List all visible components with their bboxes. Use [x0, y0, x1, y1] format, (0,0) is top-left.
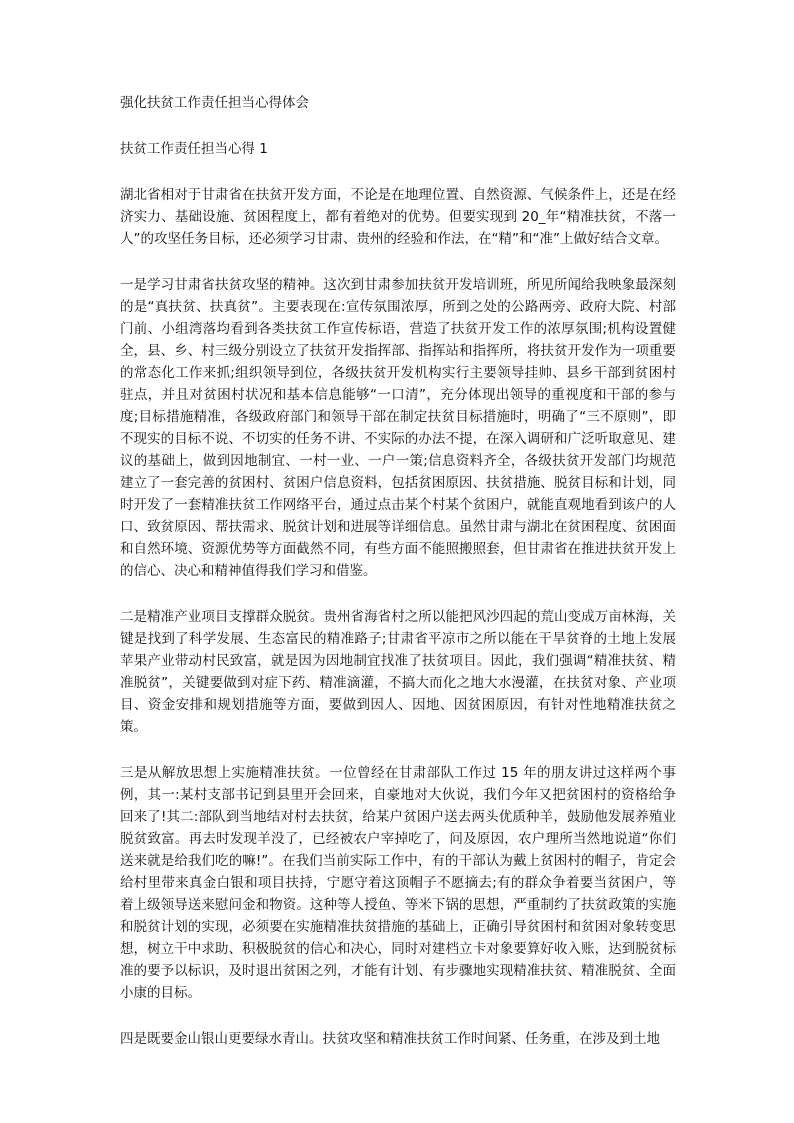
paragraph-intro: 湖北省相对于甘肃省在扶贫开发方面，不论是在地理位置、自然资源、气候条件上，还是在经济实力、基础设施、贫困程度上，都有着绝对的优势。但要实现到 20_年“精准扶贫，不落一人”的攻坚任务目标，还必须学习甘肃、贵州的经验和作法，在“精”和“准”上做好结合文章。	[120, 187, 676, 247]
document-title: 强化扶贫工作责任担当心得体会	[120, 95, 309, 111]
paragraph-point-one: 一是学习甘肃省扶贫攻坚的精神。这次到甘肃参加扶贫开发培训班，所见所闻给我映象最深刻的是“真扶贫、扶真贫”。主要表现在:宣传氛围浓厚，所到之处的公路两旁、政府大院、村部门前、小组湾落均看到各类扶贫工作宣传标语，营造了扶贫开发工作的浓厚氛围;机构设置健全，县、乡、村三级分别设立了扶贫开发指挥部、指挥站和指挥所，将扶贫开发作为一项重要的常态化工作来抓;组织领导到位，各级扶贫开发机构实行主要领导挂帅、县乡干部到贫困村驻点，并且对贫困村状况和基本信息能够“一口清”，充分体现出领导的重视度和干部的参与度;目标措施精准，各级政府部门和领导干部在制定扶贫目标措施时，明确了“三不原则”，即不现实的目标不说、不切实的任务不讲、不实际的办法不提，在深入调研和广泛听取意见、建议的基础上，做到因地制宜、一村一业、一户一策;信息资料齐全，各级扶贫开发部门均规范建立了一套完善的贫困村、贫困户信息资料，包括贫困原因、扶贫措施、脱贫目标和计划，同时开发了一套精准扶贫工作网络平台，通过点击某个村某个贫困户，就能直观地看到该户的人口、致贫原因、帮扶需求、脱贫计划和进展等详细信息。虽然甘肃与湖北在贫困程度、贫困面和自然环境、资源优势等方面截然不同，有些方面不能照搬照套，但甘肃省在推进扶贫开发上的信心、决心和精神值得我们学习和借鉴。	[120, 277, 676, 579]
document-page	[120, 92, 676, 1074]
paragraph-point-three: 三是从解放思想上实施精准扶贫。一位曾经在甘肃部队工作过 15 年的朋友讲过这样两个事例，其一:某村支部书记到县里开会回来，自豪地对大伙说，我们今年又把贫困村的资格给争回来了!其二:部队到当地结对村去扶贫，给某户贫困户送去两头优质种羊，鼓励他发展养殖业脱贫致富。再去时发现羊没了，已经被农户宰掉吃了，问及原因，农户理所当然地说道“你们送来就是给我们吃的嘛!”。在我们当前实际工作中，有的干部认为戴上贫困村的帽子，肯定会给村里带来真金白银和项目扶持，宁愿守着这顶帽子不愿摘去;有的群众争着要当贫困户，等着上级领导送来慰问金和物资。这种等人授鱼、等米下锅的思想，严重制约了扶贫政策的实施和脱贫计划的实现，必须要在实施精准扶贫措施的基础上，正确引导贫困村和贫困对象转变思想，树立干中求助、积极脱贫的信心和决心，同时对建档立卡对象要算好收入账，达到脱贫标准的要予以标识，及时退出贫困之列，才能有计划、有步骤地实现精准扶贫、精准脱贫、全面小康的目标。	[120, 765, 676, 1001]
section-title: 扶贫工作责任担当心得 1	[120, 141, 268, 157]
paragraph-point-four: 四是既要金山银山更要绿水青山。扶贫攻坚和精准扶贫工作时间紧、任务重，在涉及到土地	[120, 1031, 660, 1047]
paragraph-point-two: 二是精准产业项目支撑群众脱贫。贵州省海省村之所以能把风沙四起的荒山变成万亩林海，关键是找到了科学发展、生态富民的精准路子;甘肃省平凉市之所以能在干旱贫脊的土地上发展苹果产业带动村民致富，就是因为因地制宜找准了扶贫项目。因此，我们强调“精准扶贫、精准脱贫”，关键要做到对症下药、精准滴灌，不搞大而化之地大水漫灌，在扶贫对象、产业项目、资金安排和规划措施等方面，要做到因人、因地、因贫困原因，有针对性地精准扶贫之策。	[120, 609, 676, 735]
